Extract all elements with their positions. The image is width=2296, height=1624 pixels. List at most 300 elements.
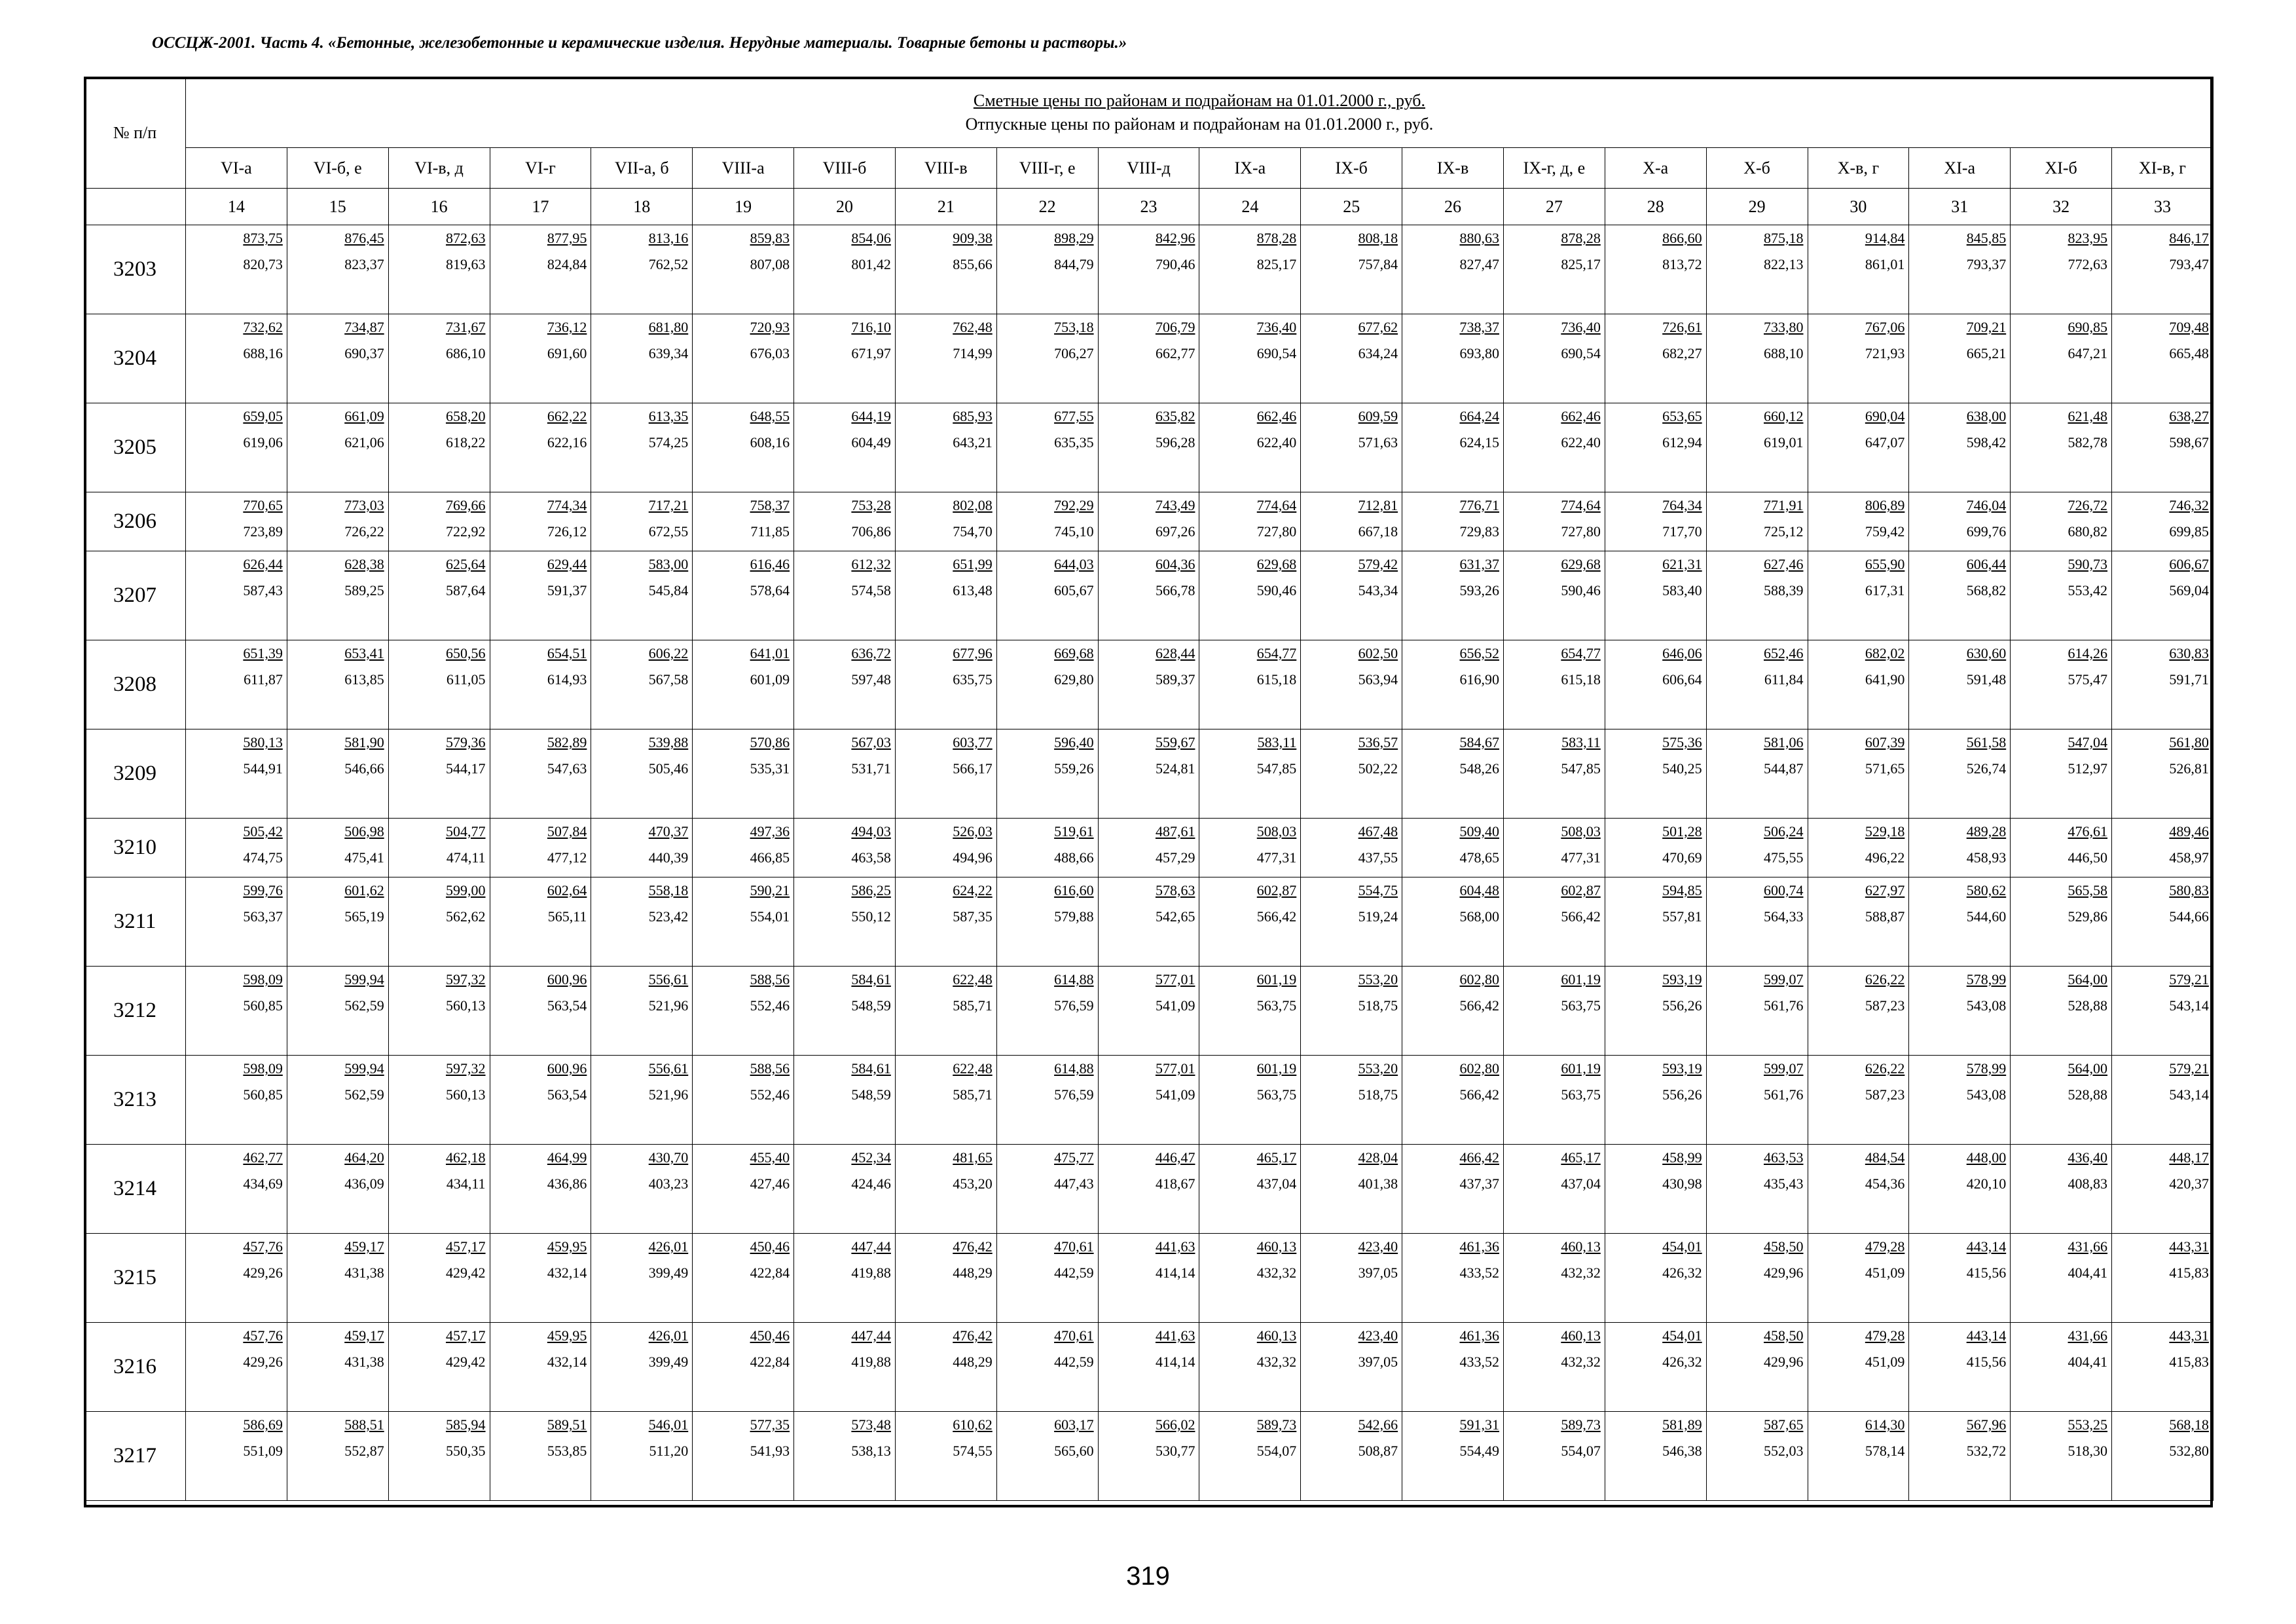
price-cell [1301, 877, 1402, 967]
estimate-price: 767,06 [1865, 319, 1905, 335]
estimate-price: 846,17 [2169, 230, 2209, 246]
price-cell [2011, 492, 2112, 551]
price-cell [1301, 729, 1402, 819]
release-price: 635,35 [1054, 434, 1094, 451]
price-cell [996, 225, 1098, 314]
release-price: 562,62 [446, 908, 486, 925]
price-cell [1706, 1234, 1808, 1323]
release-price: 582,78 [2068, 434, 2108, 451]
estimate-price: 792,29 [1054, 497, 1094, 513]
price-cell [2112, 819, 2214, 877]
release-price: 437,04 [1256, 1175, 1297, 1192]
estimate-price: 622,48 [953, 971, 993, 987]
estimate-price: 877,95 [547, 230, 587, 246]
price-cell [794, 403, 896, 492]
release-price: 844,79 [1054, 256, 1094, 272]
table-row [84, 1323, 2214, 1412]
release-price: 463,58 [851, 849, 891, 866]
estimate-price: 652,46 [1764, 645, 1804, 661]
release-price: 563,37 [243, 908, 283, 925]
price-cell [996, 1145, 1098, 1234]
release-price: 619,01 [1764, 434, 1804, 451]
estimate-price: 428,04 [1358, 1149, 1398, 1166]
release-price: 727,80 [1561, 523, 1601, 540]
release-price: 451,09 [1865, 1354, 1905, 1370]
price-cell [1301, 1145, 1402, 1234]
release-price: 528,88 [2068, 997, 2108, 1014]
estimate-price: 583,11 [1257, 734, 1297, 750]
price-cell [186, 225, 287, 314]
price-cell [591, 492, 693, 551]
price-cell [186, 640, 287, 729]
release-price: 571,63 [1358, 434, 1398, 451]
column-number: 23 [1098, 189, 1199, 225]
release-price: 429,42 [446, 1264, 486, 1281]
price-cell [591, 819, 693, 877]
price-cell [1808, 314, 1909, 403]
price-cell [1098, 877, 1199, 967]
estimate-price: 909,38 [953, 230, 993, 246]
estimate-price: 880,63 [1459, 230, 1499, 246]
estimate-price: 601,19 [1256, 1060, 1297, 1077]
price-cell [1503, 1412, 1605, 1501]
price-cell [693, 877, 794, 967]
estimate-price: 589,73 [1256, 1416, 1297, 1433]
release-price: 613,48 [953, 582, 993, 599]
price-cell [693, 1412, 794, 1501]
row-number: 3211 [84, 877, 186, 967]
release-price: 579,88 [1054, 908, 1094, 925]
price-cell [490, 403, 591, 492]
price-cell [1605, 967, 1706, 1056]
estimate-price: 588,56 [750, 1060, 790, 1077]
price-cell [1098, 1234, 1199, 1323]
estimate-price: 764,34 [1662, 497, 1702, 513]
estimate-price: 720,93 [750, 319, 790, 335]
price-cell [1098, 1323, 1199, 1412]
price-cell [996, 551, 1098, 640]
price-cell [1402, 492, 1504, 551]
price-cell [1402, 729, 1504, 819]
price-cell [2112, 967, 2214, 1056]
price-cell [388, 819, 490, 877]
estimate-price: 600,74 [1764, 882, 1804, 898]
release-price: 622,40 [1561, 434, 1601, 451]
estimate-price: 616,60 [1054, 882, 1094, 898]
price-cell [1199, 551, 1301, 640]
price-cell [895, 403, 996, 492]
release-price: 807,08 [750, 256, 790, 272]
price-cell [287, 225, 388, 314]
estimate-price: 553,25 [2068, 1416, 2108, 1433]
estimate-price: 583,11 [1561, 734, 1601, 750]
estimate-price: 596,40 [1054, 734, 1094, 750]
release-price: 544,60 [1966, 908, 2007, 925]
estimate-price: 579,21 [2169, 1060, 2209, 1077]
estimate-price: 602,80 [1459, 1060, 1499, 1077]
release-price: 432,32 [1256, 1264, 1297, 1281]
price-cell [186, 1323, 287, 1412]
release-price: 543,08 [1966, 997, 2007, 1014]
release-price: 563,75 [1256, 997, 1297, 1014]
estimate-price: 423,40 [1358, 1238, 1398, 1255]
price-cell [693, 640, 794, 729]
release-price: 550,35 [446, 1443, 486, 1459]
estimate-price: 743,49 [1155, 497, 1195, 513]
price-cell [794, 967, 896, 1056]
column-number: 25 [1301, 189, 1402, 225]
price-cell [287, 1056, 388, 1145]
price-cell [1605, 1056, 1706, 1145]
release-price: 563,54 [547, 1086, 587, 1103]
price-cell [186, 1056, 287, 1145]
release-price: 688,10 [1764, 345, 1804, 361]
price-cell [1503, 551, 1605, 640]
release-price: 560,13 [446, 1086, 486, 1103]
release-price: 562,59 [344, 1086, 384, 1103]
price-cell [895, 492, 996, 551]
release-price: 532,72 [1966, 1443, 2007, 1459]
estimate-price: 590,21 [750, 882, 790, 898]
estimate-price: 614,88 [1054, 1060, 1094, 1077]
release-price: 546,38 [1662, 1443, 1702, 1459]
estimate-price: 431,66 [2068, 1327, 2108, 1344]
estimate-price: 614,30 [1865, 1416, 1905, 1433]
price-cell [2112, 640, 2214, 729]
estimate-price: 594,85 [1662, 882, 1702, 898]
price-cell [591, 314, 693, 403]
release-price: 566,17 [953, 760, 993, 777]
estimate-price: 475,77 [1054, 1149, 1094, 1166]
estimate-price: 650,56 [446, 645, 486, 661]
column-number: 27 [1503, 189, 1605, 225]
estimate-price: 624,22 [953, 882, 993, 898]
estimate-price: 629,68 [1561, 556, 1601, 572]
price-cell [996, 1323, 1098, 1412]
release-price: 587,43 [243, 582, 283, 599]
release-price: 605,67 [1054, 582, 1094, 599]
column-number: 21 [895, 189, 996, 225]
table-row [84, 225, 2214, 314]
price-cell [2011, 1145, 2112, 1234]
release-price: 420,37 [2169, 1175, 2209, 1192]
release-price: 587,35 [953, 908, 993, 925]
release-price: 616,90 [1459, 671, 1499, 688]
estimate-price: 621,48 [2068, 408, 2108, 424]
price-cell [794, 1145, 896, 1234]
price-cell [1301, 492, 1402, 551]
price-cell [1808, 1323, 1909, 1412]
estimate-price: 580,83 [2169, 882, 2209, 898]
price-cell [1503, 640, 1605, 729]
release-price: 647,07 [1865, 434, 1905, 451]
price-cell [1199, 1412, 1301, 1501]
estimate-price: 601,62 [344, 882, 384, 898]
release-price: 518,75 [1358, 997, 1398, 1014]
estimate-price: 654,77 [1561, 645, 1601, 661]
estimate-price: 614,88 [1054, 971, 1094, 987]
release-price: 419,88 [851, 1354, 891, 1370]
release-price: 526,81 [2169, 760, 2209, 777]
estimate-price: 606,44 [1966, 556, 2007, 572]
row-number: 3212 [84, 967, 186, 1056]
release-price: 437,37 [1459, 1175, 1499, 1192]
district-header: VI-а [186, 148, 287, 189]
estimate-price: 573,48 [851, 1416, 891, 1433]
release-price: 457,29 [1155, 849, 1195, 866]
price-cell [1301, 1056, 1402, 1145]
price-cell [388, 1056, 490, 1145]
estimate-price: 583,00 [648, 556, 689, 572]
release-price: 598,67 [2169, 434, 2209, 451]
price-cell [1402, 1056, 1504, 1145]
release-price: 790,46 [1155, 256, 1195, 272]
estimate-price: 426,01 [648, 1327, 689, 1344]
release-price: 757,84 [1358, 256, 1398, 272]
estimate-price: 470,61 [1054, 1327, 1094, 1344]
release-price: 535,31 [750, 760, 790, 777]
release-price: 611,05 [446, 671, 486, 688]
price-cell [996, 640, 1098, 729]
estimate-price: 587,65 [1764, 1416, 1804, 1433]
price-cell [996, 967, 1098, 1056]
release-price: 585,71 [953, 1086, 993, 1103]
estimate-price: 599,00 [446, 882, 486, 898]
estimate-price: 622,48 [953, 1060, 993, 1077]
row-number: 3209 [84, 729, 186, 819]
price-cell [2112, 1145, 2214, 1234]
release-price: 404,41 [2068, 1264, 2108, 1281]
price-cell [186, 1234, 287, 1323]
price-cell [1098, 640, 1199, 729]
release-price: 706,27 [1054, 345, 1094, 361]
estimate-price: 579,21 [2169, 971, 2209, 987]
price-cell [1503, 967, 1605, 1056]
price-cell [287, 1412, 388, 1501]
price-cell [1909, 1234, 2011, 1323]
release-price: 420,10 [1966, 1175, 2007, 1192]
column-number: 33 [2112, 189, 2214, 225]
release-price: 615,18 [1256, 671, 1297, 688]
release-price: 629,80 [1054, 671, 1094, 688]
estimate-price: 577,01 [1155, 1060, 1195, 1077]
release-price: 722,92 [446, 523, 486, 540]
release-price-title: Отпускные цены по районам и подрайонам на 01.01.2000 г., руб. [965, 114, 1434, 134]
estimate-price: 441,63 [1155, 1327, 1195, 1344]
row-number: 3215 [84, 1234, 186, 1323]
estimate-price: 602,80 [1459, 971, 1499, 987]
estimate-price: 872,63 [446, 230, 486, 246]
price-cell [794, 729, 896, 819]
release-price: 569,04 [2169, 582, 2209, 599]
estimate-price: 462,77 [243, 1149, 283, 1166]
estimate-price: 736,40 [1256, 319, 1297, 335]
release-price: 639,34 [648, 345, 689, 361]
release-price: 824,84 [547, 256, 587, 272]
row-number: 3208 [84, 640, 186, 729]
price-cell [490, 1323, 591, 1412]
release-price: 611,84 [1764, 671, 1804, 688]
estimate-price: 476,42 [953, 1327, 993, 1344]
estimate-price: 873,75 [243, 230, 283, 246]
price-cell [388, 551, 490, 640]
release-price: 690,54 [1256, 345, 1297, 361]
price-cell [1199, 1145, 1301, 1234]
price-cell [693, 492, 794, 551]
release-price: 691,60 [547, 345, 587, 361]
estimate-price: 631,37 [1459, 556, 1499, 572]
price-cell [895, 640, 996, 729]
estimate-price: 736,40 [1561, 319, 1601, 335]
price-cell [1402, 877, 1504, 967]
release-price: 544,91 [243, 760, 283, 777]
release-price: 432,32 [1256, 1354, 1297, 1370]
price-cell [2011, 819, 2112, 877]
estimate-price: 431,66 [2068, 1238, 2108, 1255]
column-number: 31 [1909, 189, 2011, 225]
price-cell [794, 819, 896, 877]
price-cell [2011, 314, 2112, 403]
column-number: 14 [186, 189, 287, 225]
estimate-price: 914,84 [1865, 230, 1905, 246]
estimate-price: 717,21 [648, 497, 689, 513]
release-price: 613,85 [344, 671, 384, 688]
release-price: 442,59 [1054, 1264, 1094, 1281]
estimate-price: 589,73 [1561, 1416, 1601, 1433]
estimate-price: 654,77 [1256, 645, 1297, 661]
estimate-price: 626,22 [1865, 1060, 1905, 1077]
release-price: 458,97 [2169, 849, 2209, 866]
price-cell [1808, 819, 1909, 877]
price-cell [490, 492, 591, 551]
estimate-price: 753,18 [1054, 319, 1094, 335]
price-cell [490, 877, 591, 967]
estimate-price: 459,95 [547, 1238, 587, 1255]
price-cell [794, 877, 896, 967]
release-price: 543,14 [2169, 1086, 2209, 1103]
release-price: 475,41 [344, 849, 384, 866]
estimate-price: 776,71 [1459, 497, 1499, 513]
estimate-price: 599,94 [344, 971, 384, 987]
price-cell [1301, 1412, 1402, 1501]
release-price: 474,75 [243, 849, 283, 866]
price-cell [1605, 403, 1706, 492]
price-cell [186, 1145, 287, 1234]
estimate-price: 470,37 [648, 823, 689, 840]
price-cell [1706, 403, 1808, 492]
price-cell [1098, 1145, 1199, 1234]
estimate-price: 746,04 [1966, 497, 2007, 513]
release-price: 433,52 [1459, 1264, 1499, 1281]
column-number: 19 [693, 189, 794, 225]
price-cell [1909, 967, 2011, 1056]
price-cell [1503, 1056, 1605, 1145]
release-price: 643,21 [953, 434, 993, 451]
estimate-price: 508,03 [1256, 823, 1297, 840]
release-price: 793,37 [1966, 256, 2007, 272]
release-price: 436,86 [547, 1175, 587, 1192]
release-price: 561,76 [1764, 1086, 1804, 1103]
district-header: VIII-б [794, 148, 896, 189]
price-cell [996, 492, 1098, 551]
price-cell [1706, 314, 1808, 403]
price-cell [2112, 225, 2214, 314]
release-price: 519,24 [1358, 908, 1398, 925]
release-price: 430,98 [1662, 1175, 1702, 1192]
estimate-price: 651,39 [243, 645, 283, 661]
release-price: 559,26 [1054, 760, 1094, 777]
estimate-price: 802,08 [953, 497, 993, 513]
release-price: 590,46 [1561, 582, 1601, 599]
price-cell [1808, 877, 1909, 967]
release-price: 433,52 [1459, 1354, 1499, 1370]
price-cell [1909, 492, 2011, 551]
estimate-price: 460,13 [1256, 1238, 1297, 1255]
release-price: 825,17 [1256, 256, 1297, 272]
release-price: 547,85 [1561, 760, 1601, 777]
estimate-price: 489,28 [1966, 823, 2007, 840]
estimate-price: 603,77 [953, 734, 993, 750]
estimate-price: 773,03 [344, 497, 384, 513]
release-price: 494,96 [953, 849, 993, 866]
price-cell [591, 1234, 693, 1323]
release-price: 574,25 [648, 434, 689, 451]
release-price: 440,39 [648, 849, 689, 866]
release-price: 614,93 [547, 671, 587, 688]
estimate-price: 536,57 [1358, 734, 1398, 750]
estimate-price: 457,17 [446, 1327, 486, 1344]
release-price: 554,49 [1459, 1443, 1499, 1459]
price-cell [1301, 551, 1402, 640]
price-cell [1503, 314, 1605, 403]
price-cell [1503, 403, 1605, 492]
price-cell [1098, 967, 1199, 1056]
release-price: 488,66 [1054, 849, 1094, 866]
estimate-price: 556,61 [648, 1060, 689, 1077]
price-cell [186, 1412, 287, 1501]
estimate-price: 599,76 [243, 882, 283, 898]
release-price: 531,71 [851, 760, 891, 777]
column-number: 22 [996, 189, 1098, 225]
estimate-price: 570,86 [750, 734, 790, 750]
release-price: 541,93 [750, 1443, 790, 1459]
estimate-price: 602,87 [1256, 882, 1297, 898]
release-price: 622,16 [547, 434, 587, 451]
estimate-price: 859,83 [750, 230, 790, 246]
price-cell [794, 225, 896, 314]
estimate-price: 641,01 [750, 645, 790, 661]
price-cell [2011, 640, 2112, 729]
district-header: XI-б [2011, 148, 2112, 189]
estimate-price: 655,90 [1865, 556, 1905, 572]
release-price: 647,21 [2068, 345, 2108, 361]
release-price: 611,87 [244, 671, 283, 688]
release-price: 408,83 [2068, 1175, 2108, 1192]
release-price: 575,47 [2068, 671, 2108, 688]
estimate-price: 625,64 [446, 556, 486, 572]
price-cell [1808, 967, 1909, 1056]
estimate-price: 589,51 [547, 1416, 587, 1433]
estimate-price: 604,48 [1459, 882, 1499, 898]
price-cell [693, 1323, 794, 1412]
estimate-price: 690,85 [2068, 319, 2108, 335]
estimate-price: 845,85 [1966, 230, 2007, 246]
price-cell [1909, 819, 2011, 877]
estimate-price: 588,56 [750, 971, 790, 987]
estimate-price: 769,66 [446, 497, 486, 513]
estimate-price: 476,61 [2068, 823, 2108, 840]
release-price: 601,09 [750, 671, 790, 688]
